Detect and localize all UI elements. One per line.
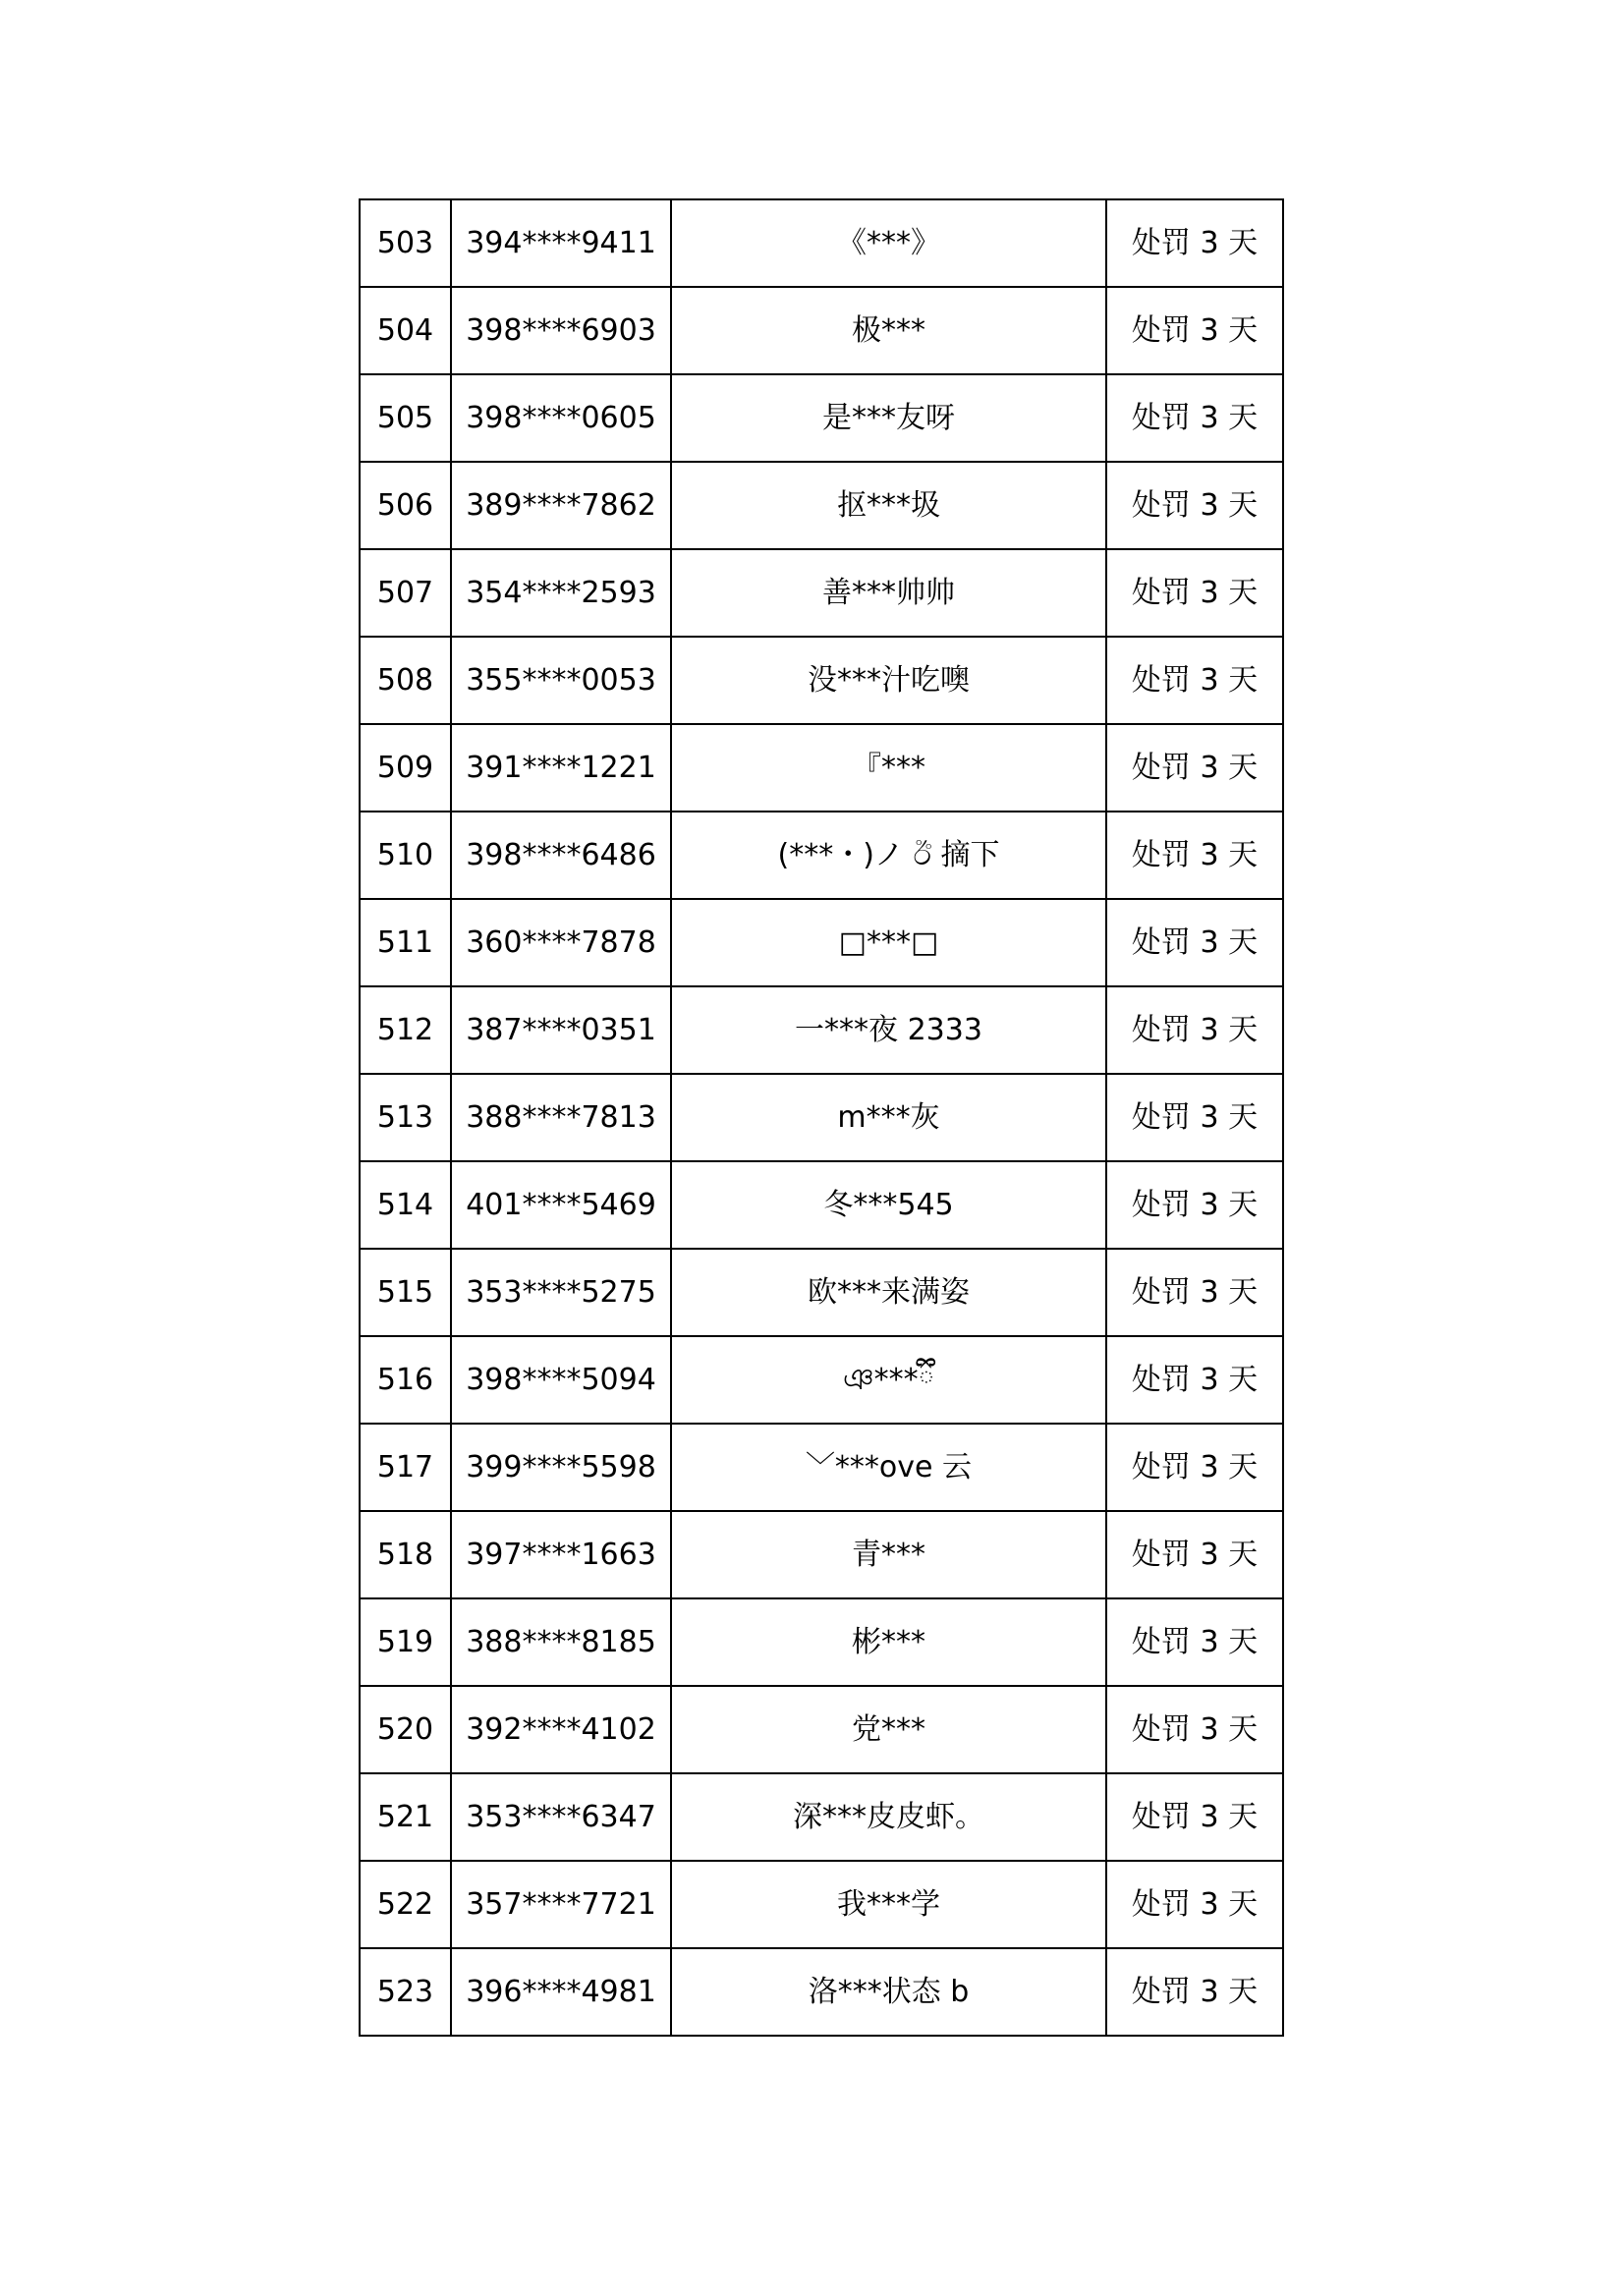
row-number: 511 xyxy=(360,899,451,986)
user-id: 399****5598 xyxy=(451,1424,671,1511)
row-number: 518 xyxy=(360,1511,451,1598)
table-row xyxy=(360,724,1283,812)
user-id: 353****6347 xyxy=(451,1773,671,1861)
user-id: 357****7721 xyxy=(451,1861,671,1948)
user-id: 391****1221 xyxy=(451,724,671,812)
table-row xyxy=(360,1074,1283,1161)
user-nickname: 冬***545 xyxy=(671,1161,1106,1249)
user-id: 398****6903 xyxy=(451,287,671,374)
table-row xyxy=(360,637,1283,724)
user-id: 398****6486 xyxy=(451,812,671,899)
table-row xyxy=(360,899,1283,986)
user-nickname: 深***皮皮虾。 xyxy=(671,1773,1106,1861)
penalty: 处罚 3 天 xyxy=(1106,1773,1283,1861)
user-id: 355****0053 xyxy=(451,637,671,724)
user-nickname: 是***友呀 xyxy=(671,374,1106,462)
user-nickname: 青*** xyxy=(671,1511,1106,1598)
table-body xyxy=(360,199,1283,2036)
table-row xyxy=(360,1249,1283,1336)
user-id: 388****7813 xyxy=(451,1074,671,1161)
penalty: 处罚 3 天 xyxy=(1106,986,1283,1074)
penalty: 处罚 3 天 xyxy=(1106,199,1283,287)
row-number: 516 xyxy=(360,1336,451,1424)
user-id: 397****1663 xyxy=(451,1511,671,1598)
user-nickname: 党*** xyxy=(671,1686,1106,1773)
penalty: 处罚 3 天 xyxy=(1106,1511,1283,1598)
row-number: 510 xyxy=(360,812,451,899)
penalty: 处罚 3 天 xyxy=(1106,1686,1283,1773)
penalty: 处罚 3 天 xyxy=(1106,1249,1283,1336)
table-row xyxy=(360,1773,1283,1861)
row-number: 522 xyxy=(360,1861,451,1948)
user-nickname: 一***夜 2333 xyxy=(671,986,1106,1074)
user-id: 389****7862 xyxy=(451,462,671,549)
row-number: 520 xyxy=(360,1686,451,1773)
user-nickname: 我***学 xyxy=(671,1861,1106,1948)
penalty: 处罚 3 天 xyxy=(1106,549,1283,637)
user-nickname: 洛***状态 b xyxy=(671,1948,1106,2036)
user-nickname: 善***帅帅 xyxy=(671,549,1106,637)
row-number: 503 xyxy=(360,199,451,287)
penalty: 处罚 3 天 xyxy=(1106,1074,1283,1161)
user-id: 353****5275 xyxy=(451,1249,671,1336)
user-id: 401****5469 xyxy=(451,1161,671,1249)
user-id: 360****7878 xyxy=(451,899,671,986)
penalty: 处罚 3 天 xyxy=(1106,1336,1283,1424)
penalty: 处罚 3 天 xyxy=(1106,1161,1283,1249)
user-nickname: 彬*** xyxy=(671,1598,1106,1686)
user-id: 398****0605 xyxy=(451,374,671,462)
user-id: 394****9411 xyxy=(451,199,671,287)
table-row xyxy=(360,1948,1283,2036)
user-nickname: ﹀***ove 云 xyxy=(671,1424,1106,1511)
user-nickname: m***灰 xyxy=(671,1074,1106,1161)
user-nickname: □***□ xyxy=(671,899,1106,986)
row-number: 519 xyxy=(360,1598,451,1686)
table-row xyxy=(360,812,1283,899)
row-number: 509 xyxy=(360,724,451,812)
penalty: 处罚 3 天 xyxy=(1106,1948,1283,2036)
table-row xyxy=(360,287,1283,374)
user-nickname: 『*** xyxy=(671,724,1106,812)
row-number: 517 xyxy=(360,1424,451,1511)
table-row xyxy=(360,1861,1283,1948)
user-id: 354****2593 xyxy=(451,549,671,637)
table-row xyxy=(360,1511,1283,1598)
penalty: 处罚 3 天 xyxy=(1106,1424,1283,1511)
row-number: 508 xyxy=(360,637,451,724)
penalty: 处罚 3 天 xyxy=(1106,812,1283,899)
user-id: 392****4102 xyxy=(451,1686,671,1773)
penalty-table xyxy=(359,198,1284,2037)
table-row xyxy=(360,1598,1283,1686)
user-nickname: 《***》 xyxy=(671,199,1106,287)
row-number: 521 xyxy=(360,1773,451,1861)
table-row xyxy=(360,462,1283,549)
row-number: 507 xyxy=(360,549,451,637)
row-number: 515 xyxy=(360,1249,451,1336)
user-nickname: 极*** xyxy=(671,287,1106,374)
table-row xyxy=(360,374,1283,462)
table-row xyxy=(360,1686,1283,1773)
penalty: 处罚 3 天 xyxy=(1106,1861,1283,1948)
row-number: 512 xyxy=(360,986,451,1074)
table-row xyxy=(360,199,1283,287)
penalty: 处罚 3 天 xyxy=(1106,899,1283,986)
row-number: 513 xyxy=(360,1074,451,1161)
user-nickname: 抠***圾 xyxy=(671,462,1106,549)
row-number: 523 xyxy=(360,1948,451,2036)
table-row xyxy=(360,549,1283,637)
table-row xyxy=(360,1161,1283,1249)
user-id: 387****0351 xyxy=(451,986,671,1074)
user-id: 396****4981 xyxy=(451,1948,671,2036)
user-id: 398****5094 xyxy=(451,1336,671,1424)
row-number: 505 xyxy=(360,374,451,462)
penalty: 处罚 3 天 xyxy=(1106,287,1283,374)
user-nickname: 欧***来满姿 xyxy=(671,1249,1106,1336)
row-number: 506 xyxy=(360,462,451,549)
table-row xyxy=(360,1424,1283,1511)
user-id: 388****8185 xyxy=(451,1598,671,1686)
penalty: 处罚 3 天 xyxy=(1106,462,1283,549)
table-row xyxy=(360,986,1283,1074)
row-number: 504 xyxy=(360,287,451,374)
row-number: 514 xyxy=(360,1161,451,1249)
penalty: 处罚 3 天 xyxy=(1106,637,1283,724)
user-nickname: (***・)ノ ඊ 摘下 xyxy=(671,812,1106,899)
user-nickname: 没***汁吃噢 xyxy=(671,637,1106,724)
table-row xyxy=(360,1336,1283,1424)
penalty: 处罚 3 天 xyxy=(1106,724,1283,812)
penalty: 处罚 3 天 xyxy=(1106,1598,1283,1686)
user-nickname: ঞ***ྀི xyxy=(671,1336,1106,1424)
penalty: 处罚 3 天 xyxy=(1106,374,1283,462)
